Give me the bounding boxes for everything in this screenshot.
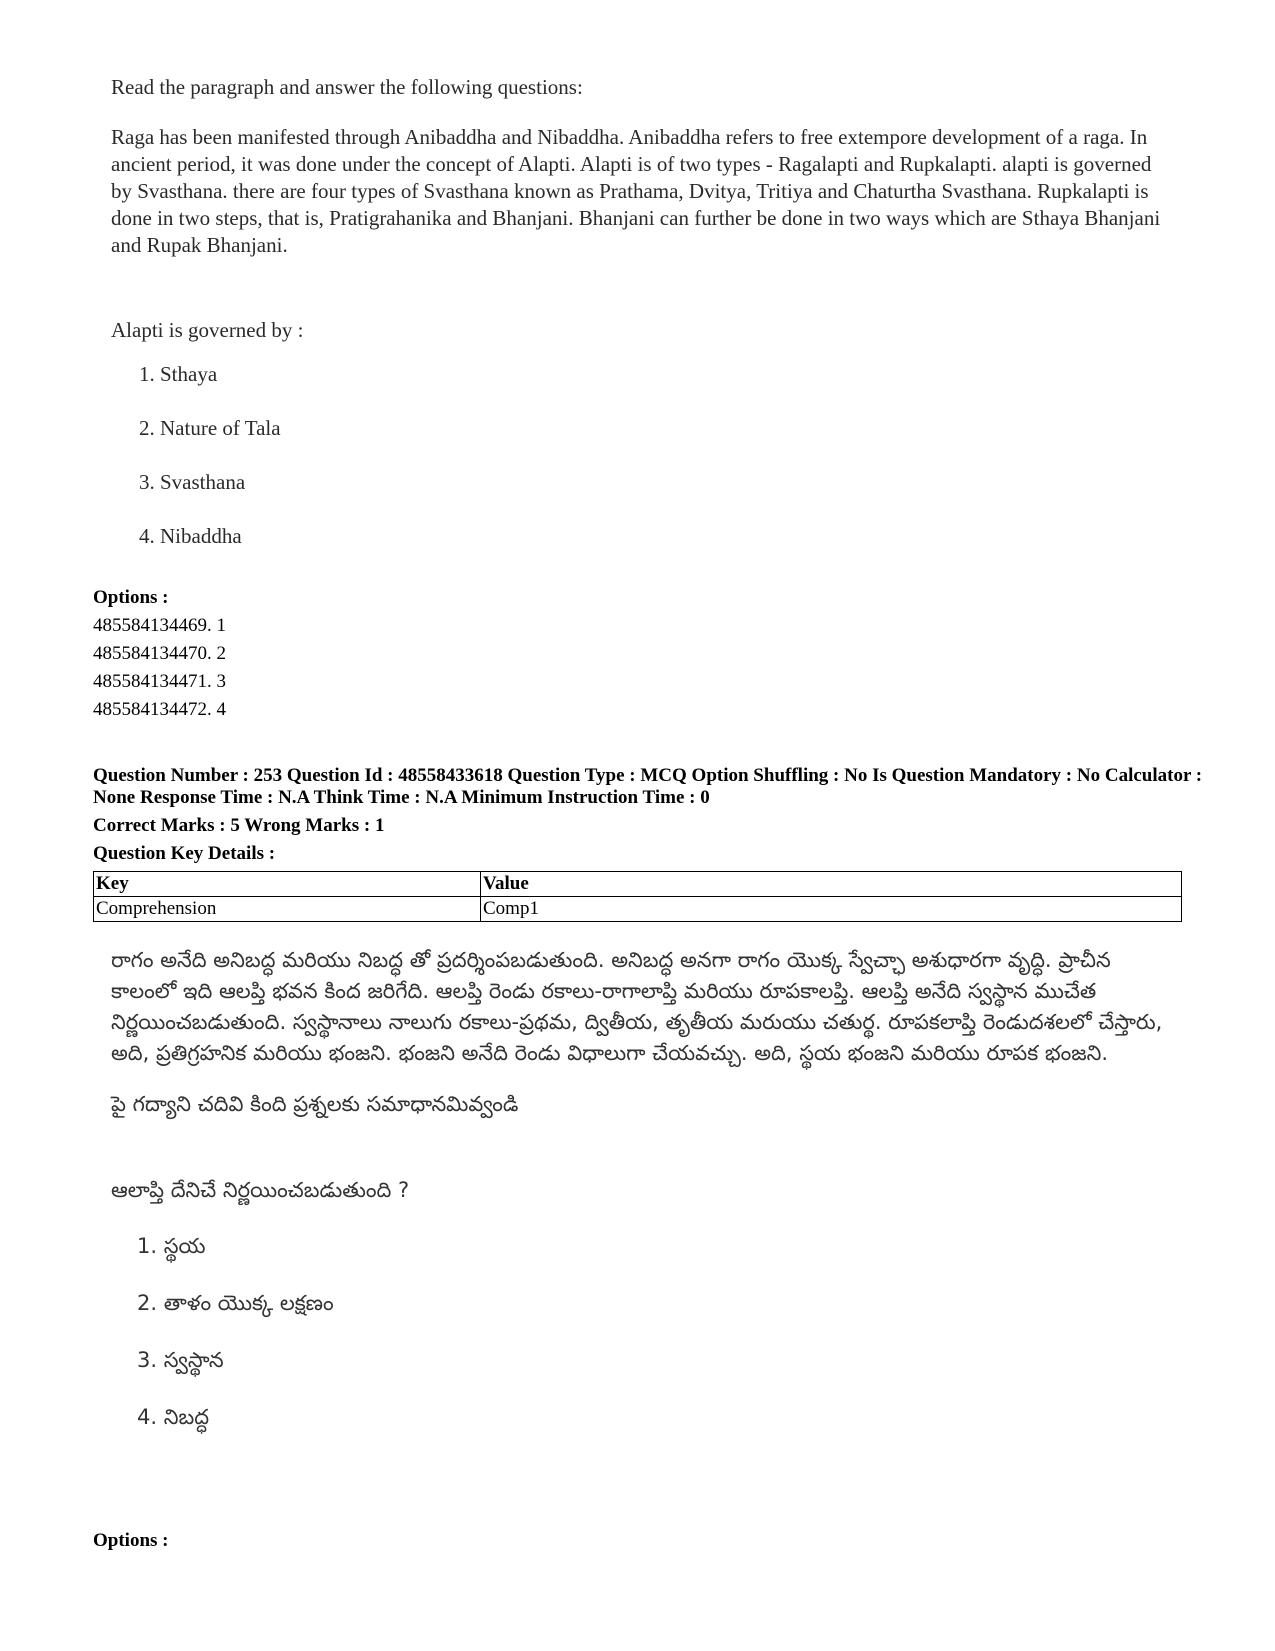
option-item: 485584134471. 3: [93, 671, 226, 692]
telugu-question-text: ఆలాప్తి దేనిచే నిర్ణయించబడుతుంది ?: [111, 1178, 410, 1202]
telugu-choice-item: 2. తాళం యొక్క లక్షణం: [137, 1291, 334, 1315]
table-header-value: Value: [481, 872, 1182, 897]
telugu-instruction-text: పై గద్యాని చదివి కింది ప్రశ్నలకు సమాధానమివ్వండి: [111, 1092, 519, 1116]
key-details-table: [93, 871, 1182, 922]
option-item: 485584134469. 1: [93, 615, 226, 636]
choice-item: 2. Nature of Tala: [139, 416, 281, 440]
table-cell-key: Comprehension: [94, 897, 481, 922]
instruction-text: Read the paragraph and answer the following questions:: [111, 75, 583, 99]
telugu-passage-text: రాగం అనేది అనిబద్ధ మరియు నిబద్ధ తో ప్రదర్శింపబడుతుంది. అనిబద్ధ అనగా రాగం యొక్క స్వేచ్ఛా అశుధారగా వృద్ధి. ప్రాచీన కాలంలో ఇది ఆలప్తి భవన కింద జరిగేది. ఆలప్తి రెండు రకాలు-రాగాలాప్తి మరియు రూపకాలప్తి. ఆలప్తి అనేది స్వస్థాన ముచేత నిర్ణయించబడుతుంది. స్వస్థానాలు నాలుగు రకాలు-ప్రథమ, ద్వితీయ, తృతీయ మరుయు చతుర్థ. రూపకలాప్తి రెండుదశలలో చేస్తారు, అది, ప్రతిగ్రహనిక మరియు భంజని. భంజని అనేది రెండు విధాలుగా చేయవచ్చు. అది, స్థయ భంజని మరియు రూపక భంజని.: [111, 948, 1163, 1065]
telugu-choice-list: [137, 1231, 1171, 1459]
passage-text: Raga has been manifested through Anibaddha and Nibaddha. Anibaddha refers to free extempore development of a raga. In ancient period, it was done under the concept of Alapti. Alapti is of two types - Ragalapti and Rupkalapti. alapti is governed by Svasthana. there are four types of Svasthana known as Prathama, Dvitya, Tritiya and Chaturtha Svasthana. Rupkalapti is done in two steps, that is, Pratigrahanika and Bhanjani. Bhanjani can further be done in two ways which are Sthaya Bhanjani and Rupak Bhanjani.: [111, 125, 1161, 257]
english-comprehension: [111, 74, 1171, 577]
option-item: 485584134472. 4: [93, 699, 226, 720]
option-item: 485584134470. 2: [93, 643, 226, 664]
telugu-choice-item: 4. నిబద్ధ: [137, 1405, 210, 1429]
choice-item: 1. Sthaya: [139, 362, 218, 386]
table-header-key: Key: [94, 872, 481, 897]
options-label-2: Options :: [93, 1530, 169, 1551]
choice-item: 4. Nibaddha: [139, 524, 242, 548]
telugu-choice-item: 3. స్వస్థాన: [137, 1348, 224, 1372]
choice-list: [139, 361, 1171, 577]
question-text: Alapti is governed by :: [111, 318, 304, 342]
table-header-row: [94, 872, 1182, 897]
choice-item: 3. Svasthana: [139, 470, 246, 494]
telugu-choice-item: 1. స్థయ: [137, 1234, 206, 1258]
question-meta: Question Number : 253 Question Id : 48558433618 Question Type : MCQ Option Shuffling : No Is Question Mandatory : No Calculator : None Response Time : N.A Think Time : N.A Minimum Instruction Time : 0: [93, 765, 1203, 808]
options-section: [93, 584, 226, 724]
table-cell-value: Comp1: [481, 897, 1182, 922]
key-details-label: Question Key Details :: [93, 843, 276, 864]
marks-info: Correct Marks : 5 Wrong Marks : 1: [93, 815, 385, 836]
options-label: Options :: [93, 587, 169, 608]
telugu-comprehension: [111, 945, 1171, 1459]
table-row: [94, 897, 1182, 922]
